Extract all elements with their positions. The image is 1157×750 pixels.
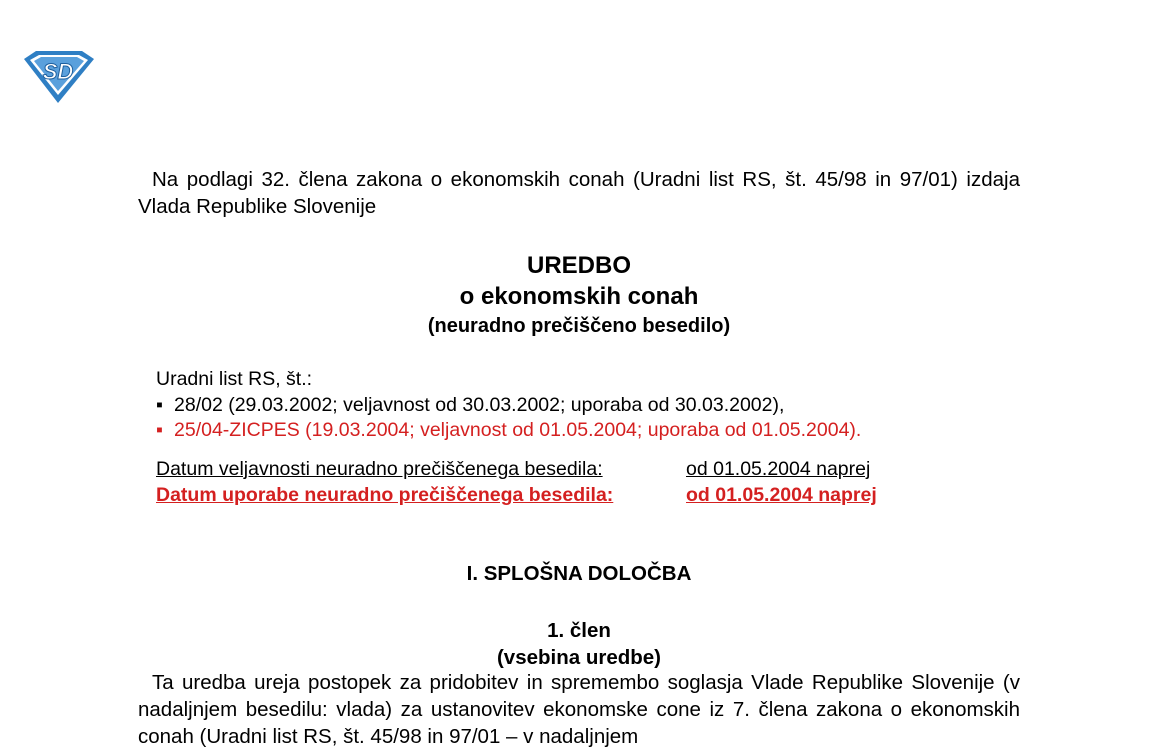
intro-paragraph: Na podlagi 32. člena zakona o ekonomskih conah (Uradni list RS, št. 45/98 in 97/01) izdaja Vlada Republike Slovenije bbox=[138, 168, 1020, 218]
gazette-item: ▪ 28/02 (29.03.2002; veljavnost od 30.03.2002; uporaba od 30.03.2002), bbox=[156, 393, 861, 419]
bullet-icon: ▪ bbox=[156, 393, 163, 416]
document-title: UREDBO bbox=[526, 252, 631, 279]
article-title: (vsebina uredbe) bbox=[496, 646, 662, 669]
validity-label: Datum veljavnosti neuradno prečiščenega besedila: bbox=[156, 458, 603, 480]
validity-value: od 01.05.2004 naprej bbox=[686, 458, 871, 480]
article-number: 1. člen bbox=[547, 619, 611, 642]
title-block bbox=[138, 250, 1020, 340]
gazette-item: ▪ 25/04-ZICPES (19.03.2004; veljavnost od 01.05.2004; uporaba od 01.05.2004). bbox=[156, 418, 861, 444]
section-heading: I. SPLOŠNA DOLOČBA bbox=[466, 562, 692, 585]
bullet-icon: ▪ bbox=[156, 419, 163, 441]
gazette-heading: Uradni list RS, št.: bbox=[156, 368, 313, 390]
article-heading bbox=[138, 617, 1020, 671]
document-subtitle: o ekonomskih conah bbox=[459, 283, 699, 310]
use-label: Datum uporabe neuradno prečiščenega besedila: bbox=[156, 484, 614, 506]
logo-icon bbox=[22, 49, 96, 104]
article-text: Ta uredba ureja postopek za pridobitev in spremembo soglasja Vlade Republike Slovenije (v nadaljnjem besedilu: vlada) za ustanovitev ekonomske cone iz 7. člena zakona o ekonomskih conah (Uradni list RS, št. 45/98 in 97/01 – v nadaljnjem bbox=[138, 671, 1020, 748]
document-note: (neuradno prečiščeno besedilo) bbox=[427, 315, 731, 337]
svg-text:SD: SD bbox=[42, 59, 74, 84]
validity-date-row bbox=[156, 456, 871, 482]
use-date-row bbox=[156, 482, 877, 508]
gazette-references bbox=[156, 367, 861, 444]
use-value: od 01.05.2004 naprej bbox=[686, 484, 877, 506]
